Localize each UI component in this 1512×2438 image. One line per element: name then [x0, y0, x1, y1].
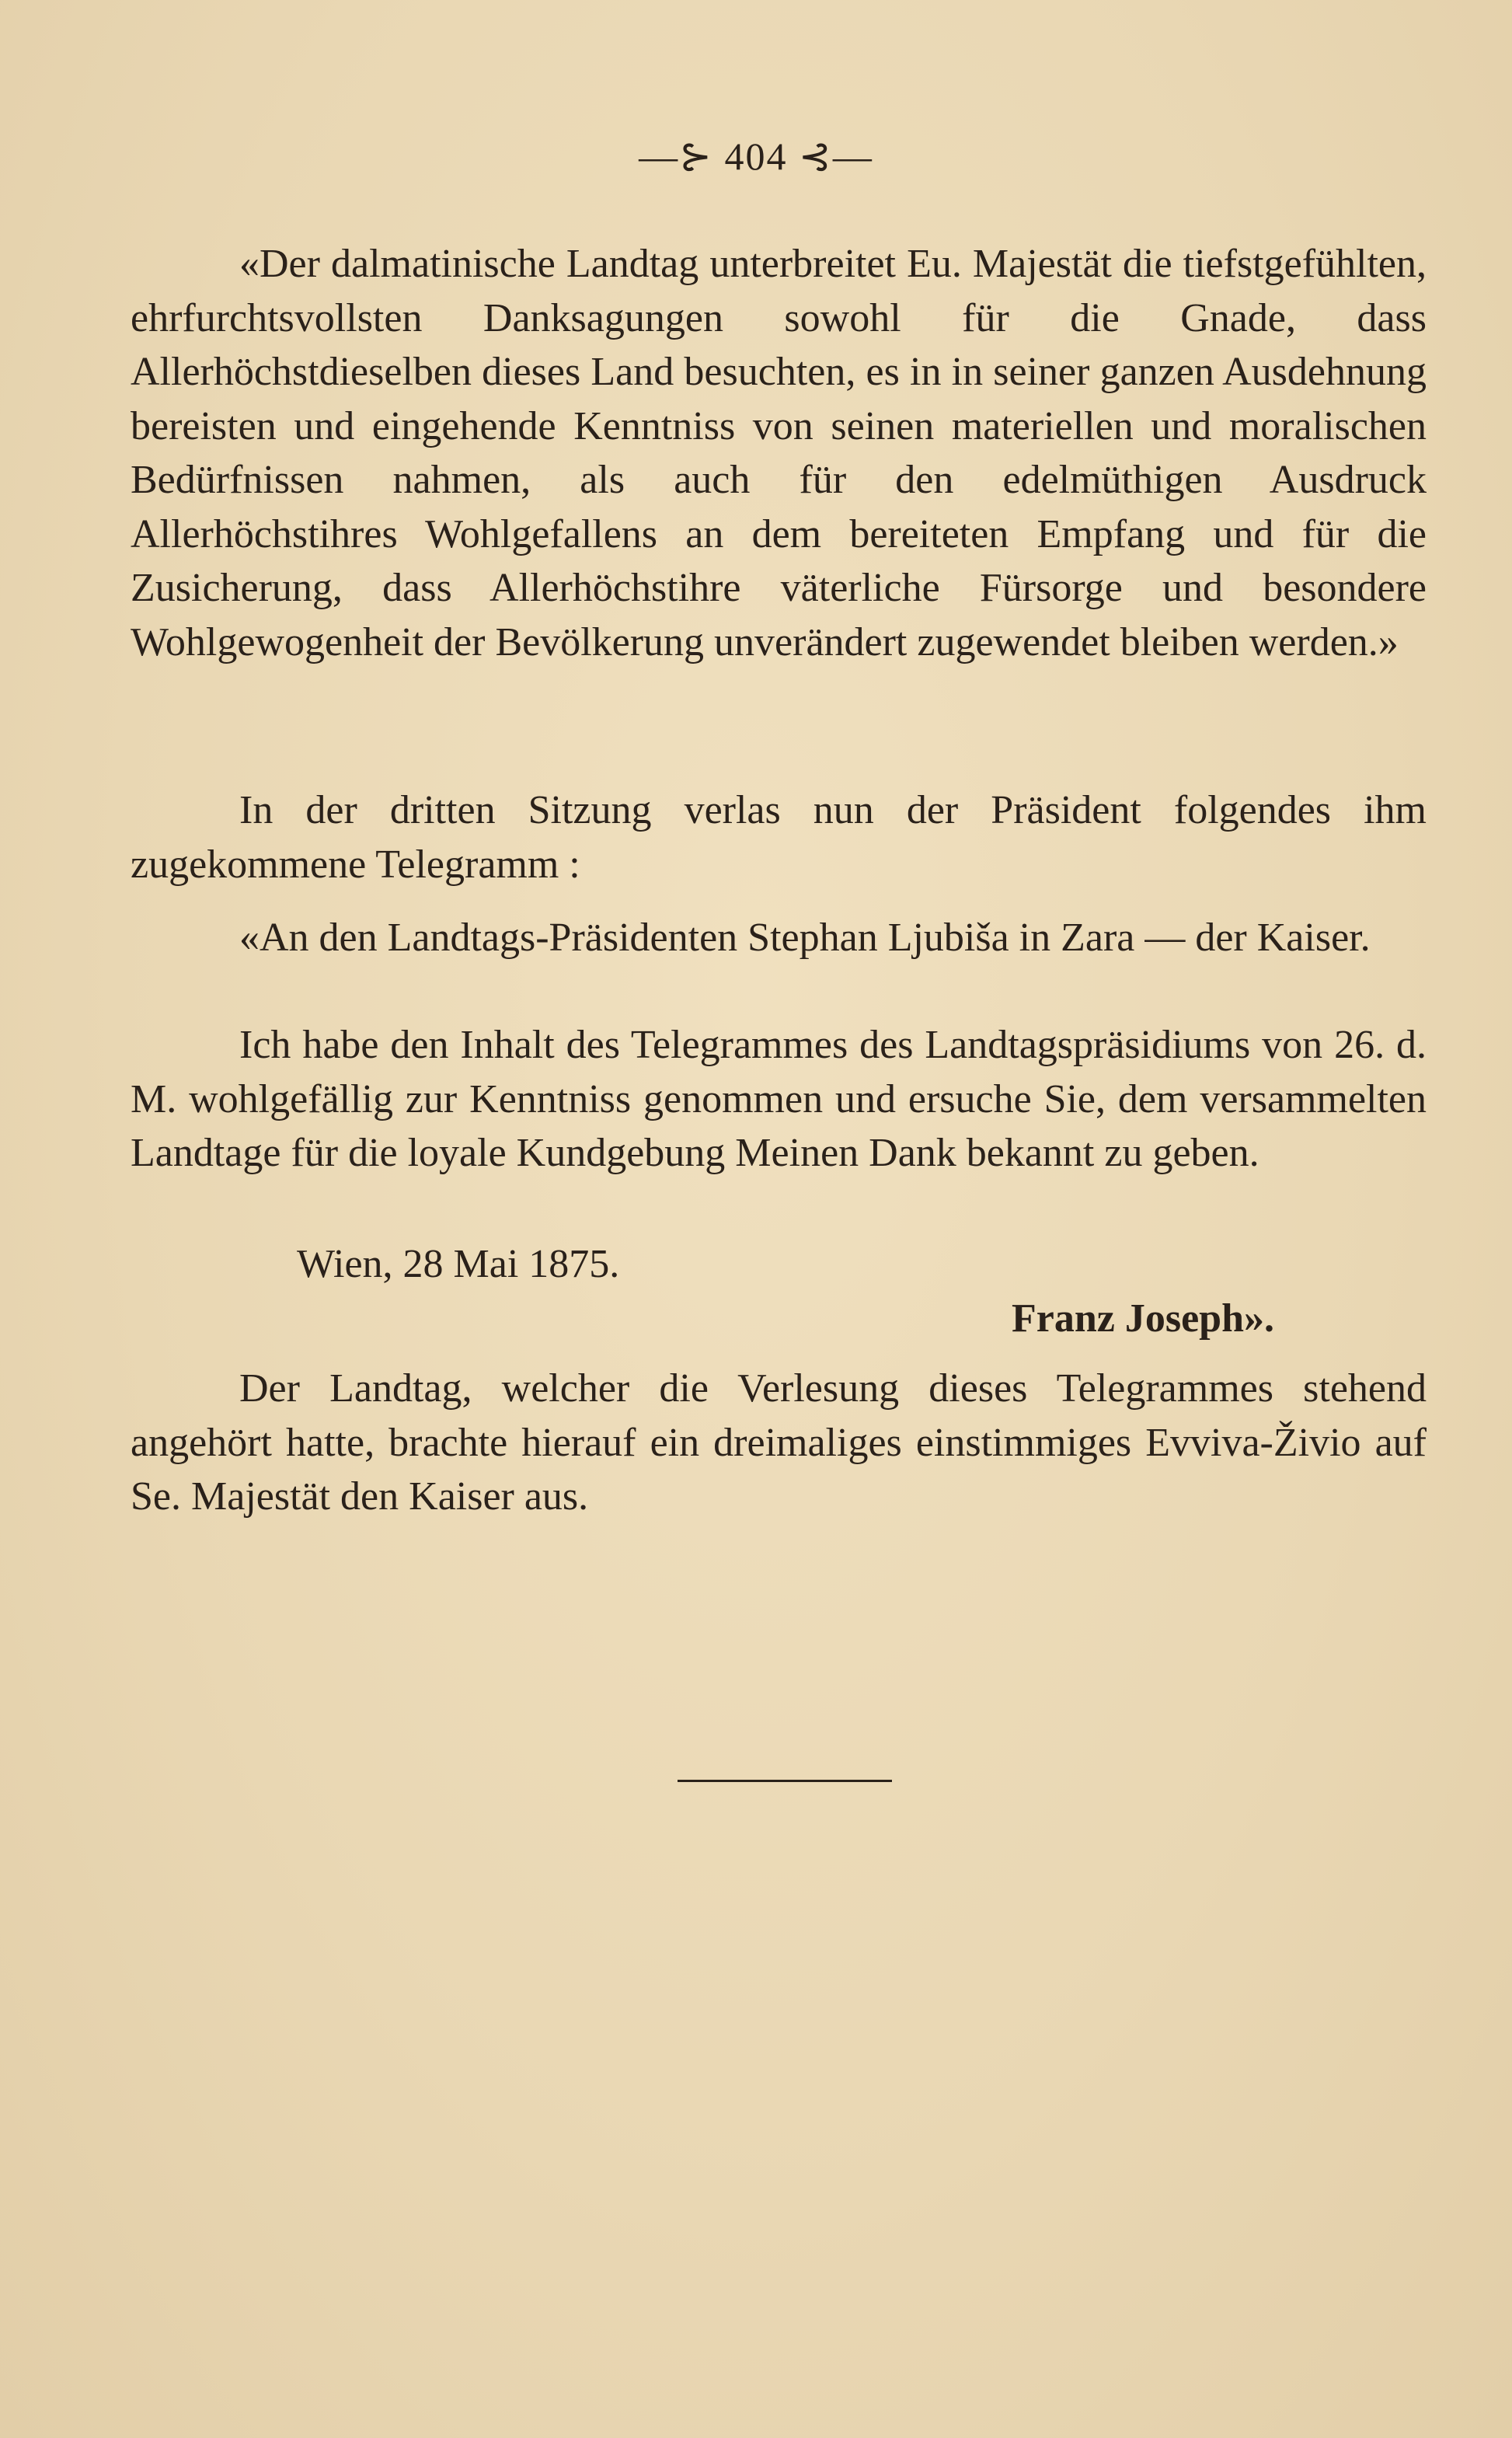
- telegram-addressee-text: «An den Landtags-Präsidenten Stephan Ljubiša in Zara — der Kaiser.: [239, 916, 1371, 960]
- telegram-signature: Franz Joseph».: [1012, 1296, 1274, 1341]
- paragraph-address-text: «Der dalmatinische Landtag unterbreitet Eu. Majestät die tiefstgefühlten, ehrfurchtsvollsten Danksagungen sowohl für die Gnade, dass Allerhöchstdieselben dieses Land besuchten, es in in seiner ganzen Ausdehnung bereisten und eingehende Kenntniss von seinen materiellen und moralischen Bedürfnissen nahmen, als auch für den edelmüthigen Ausdruck Allerhöchstihres Wohlgefallens an dem bereiteten Empfang und für die Zusicherung, dass Allerhöchstihre väterliche Fürsorge und besondere Wohlgewogenheit der Bevölkerung unverändert zugewendet bleiben werden.»: [131, 242, 1427, 664]
- paragraph-third-session: [131, 783, 1427, 891]
- paragraph-evviva-text: Der Landtag, welcher die Verlesung dieses Telegrammes stehend angehört hatte, brachte hierauf ein dreimaliges einstimmiges Evviva-Živio auf Se. Majestät den Kaiser aus.: [131, 1366, 1427, 1519]
- telegram-date: Wien, 28 Mai 1875.: [297, 1242, 620, 1286]
- paragraph-address: [131, 237, 1427, 669]
- section-divider-rule: [678, 1780, 892, 1782]
- telegram-body: [131, 1018, 1427, 1181]
- paragraph-evviva: [131, 1362, 1427, 1524]
- telegram-body-text: Ich habe den Inhalt des Telegrammes des Landtagspräsidiums von 26. d. M. wohlgefällig zur Kenntniss genommen und ersuche Sie, dem versammelten Landtage für die loyale Kundgebung Meinen Dank bekannt zu geben.: [131, 1023, 1427, 1175]
- page-number: —⊱ 404 ⊰—: [639, 134, 873, 178]
- telegram-addressee: [131, 911, 1427, 965]
- paragraph-third-session-text: In der dritten Sitzung verlas nun der Präsident folgendes ihm zugekommene Telegramm :: [131, 788, 1427, 887]
